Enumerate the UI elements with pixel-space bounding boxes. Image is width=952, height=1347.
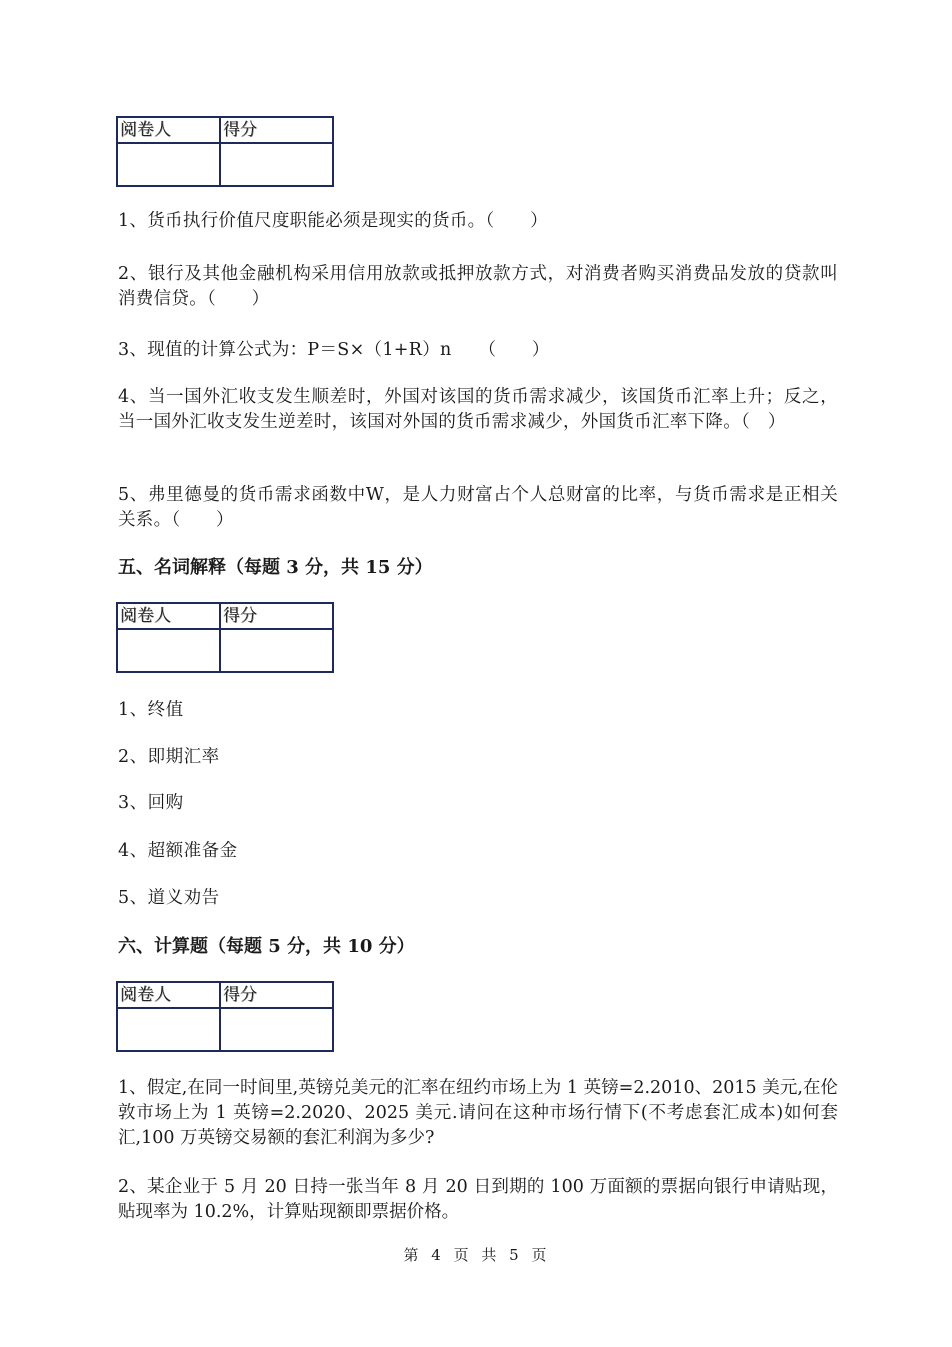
term-item-1: 1、终值 (118, 700, 184, 720)
section-6-title: 六、计算题（每题 5 分，共 10 分） (118, 936, 415, 957)
question-4-1: 1、货币执行价值尺度职能必须是现实的货币。（ ） (118, 211, 548, 231)
question-4-2: 2、银行及其他金融机构采用信用放款或抵押放款方式，对消费者购买消费品发放的贷款叫消费信贷。（ ） (118, 264, 838, 309)
grader-cell (117, 629, 220, 672)
calc-question-1: 1、假定,在同一时间里,英镑兑美元的汇率在纽约市场上为 1 英镑=2.2010、2015 美元,在伦敦市场上为 1 英镑=2.2020、2025 美元.请问在这种市场行情下(不考虑套汇成本)如何套汇,100 万英镑交易额的套汇利润为多少? (118, 1078, 838, 1148)
grader-label: 阅卷人 (117, 117, 220, 143)
question-4-5: 5、弗里德曼的货币需求函数中W，是人力财富占个人总财富的比率，与货币需求是正相关关系。（ ） (118, 485, 838, 530)
calc-question-2: 2、某企业于 5 月 20 日持一张当年 8 月 20 日到期的 100 万面额的票据向银行申请贴现，贴现率为 10.2%，计算贴现额即票据价格。 (118, 1177, 838, 1222)
score-cell (220, 1008, 333, 1051)
score-cell (220, 143, 333, 186)
score-table-section6 (116, 981, 334, 1052)
score-label: 得分 (220, 117, 333, 143)
grader-label: 阅卷人 (117, 982, 220, 1008)
grader-cell (117, 143, 220, 186)
grader-cell (117, 1008, 220, 1051)
question-4-3: 3、现值的计算公式为：P＝S×（1+R）n （ ） (118, 340, 550, 360)
score-label: 得分 (220, 982, 333, 1008)
term-item-4: 4、超额准备金 (118, 841, 238, 861)
page-number: 第 4 页 共 5 页 (403, 1246, 549, 1264)
term-item-2: 2、即期汇率 (118, 747, 220, 767)
score-table-section4 (116, 116, 334, 187)
grader-label: 阅卷人 (117, 603, 220, 629)
question-4-4: 4、当一国外汇收支发生顺差时，外国对该国的货币需求减少，该国货币汇率上升；反之，当一国外汇收支发生逆差时，该国对外国的货币需求减少，外国货币汇率下降。（ ） (118, 387, 838, 432)
score-label: 得分 (220, 603, 333, 629)
score-cell (220, 629, 333, 672)
score-table-section5 (116, 602, 334, 673)
term-item-3: 3、回购 (118, 793, 184, 813)
section-5-title: 五、名词解释（每题 3 分，共 15 分） (118, 557, 433, 578)
term-item-5: 5、道义劝告 (118, 888, 220, 908)
